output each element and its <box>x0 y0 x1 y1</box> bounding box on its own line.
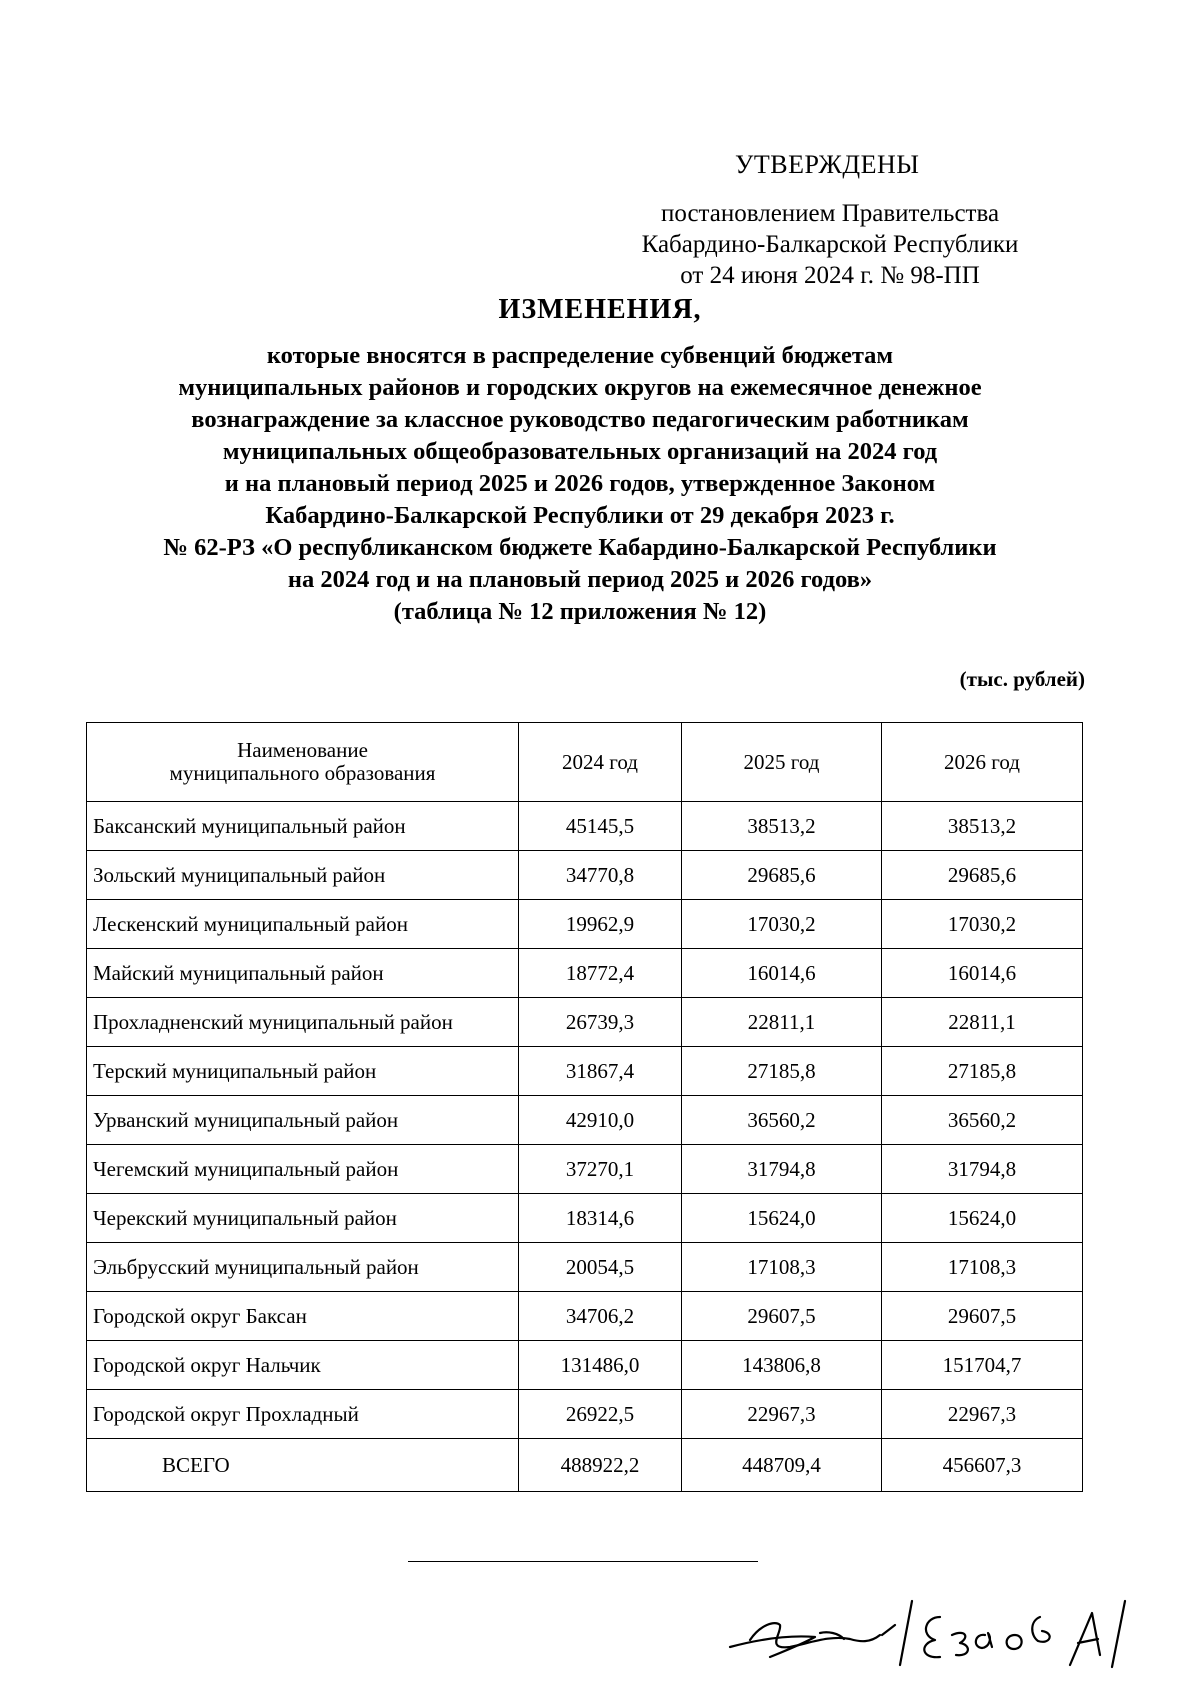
row-name: Чегемский муниципальный район <box>87 1145 519 1194</box>
row-2024: 18772,4 <box>519 949 682 998</box>
row-2026: 36560,2 <box>882 1096 1083 1145</box>
header-municipality: Наименование муниципального образования <box>87 723 519 802</box>
header-2025: 2025 год <box>682 723 882 802</box>
table-row <box>87 1096 1083 1145</box>
row-2024: 45145,5 <box>519 802 682 851</box>
row-2026: 38513,2 <box>882 802 1083 851</box>
row-2025: 27185,8 <box>682 1047 882 1096</box>
row-2024: 34770,8 <box>519 851 682 900</box>
table-row <box>87 949 1083 998</box>
row-2026: 22967,3 <box>882 1390 1083 1439</box>
row-2024: 18314,6 <box>519 1194 682 1243</box>
units-label: (тыс. рублей) <box>959 667 1085 691</box>
row-2025: 143806,8 <box>682 1341 882 1390</box>
row-2026: 27185,8 <box>882 1047 1083 1096</box>
row-2024: 42910,0 <box>519 1096 682 1145</box>
row-2024: 34706,2 <box>519 1292 682 1341</box>
row-2025: 15624,0 <box>682 1194 882 1243</box>
table-row <box>87 1194 1083 1243</box>
subtitle-line: № 62-РЗ «О республиканском бюджете Кабардино-Балкарской Республики <box>163 534 997 561</box>
subtitle-line: которые вносятся в распределение субвенций бюджетам <box>266 342 894 369</box>
row-2026: 31794,8 <box>882 1145 1083 1194</box>
table-row <box>87 1292 1083 1341</box>
approval-heading: УТВЕРЖДЕНЫ <box>735 150 920 179</box>
row-2025: 16014,6 <box>682 949 882 998</box>
header-2024: 2024 год <box>519 723 682 802</box>
approval-block <box>600 198 1060 291</box>
row-2024: 31867,4 <box>519 1047 682 1096</box>
table-row <box>87 900 1083 949</box>
approval-line-2: Кабардино-Балкарской Республики <box>641 231 1019 258</box>
row-2026: 16014,6 <box>882 949 1083 998</box>
total-label: ВСЕГО <box>87 1439 519 1492</box>
end-rule <box>408 1561 758 1562</box>
row-2026: 17030,2 <box>882 900 1083 949</box>
subtitle-line: (таблица № 12 приложения № 12) <box>393 598 767 625</box>
subtitle-line: Кабардино-Балкарской Республики от 29 декабря 2023 г. <box>265 502 895 529</box>
row-2025: 31794,8 <box>682 1145 882 1194</box>
row-name: Прохладненский муниципальный район <box>87 998 519 1047</box>
table-row <box>87 1047 1083 1096</box>
row-2025: 22811,1 <box>682 998 882 1047</box>
row-name: Зольский муниципальный район <box>87 851 519 900</box>
table-row <box>87 851 1083 900</box>
table-row <box>87 1243 1083 1292</box>
row-2025: 38513,2 <box>682 802 882 851</box>
row-name: Майский муниципальный район <box>87 949 519 998</box>
table-row <box>87 998 1083 1047</box>
approval-line-3: от 24 июня 2024 г. № 98-ПП <box>680 262 980 289</box>
approval-line-1: постановлением Правительства <box>660 200 1000 227</box>
total-2025: 448709,4 <box>682 1439 882 1492</box>
row-2025: 29607,5 <box>682 1292 882 1341</box>
row-name: Баксанский муниципальный район <box>87 802 519 851</box>
table-row <box>87 1145 1083 1194</box>
row-2024: 37270,1 <box>519 1145 682 1194</box>
row-2025: 29685,6 <box>682 851 882 900</box>
header-2026: 2026 год <box>882 723 1083 802</box>
row-name: Терский муниципальный район <box>87 1047 519 1096</box>
subvention-table <box>86 722 1083 1492</box>
row-2024: 26922,5 <box>519 1390 682 1439</box>
row-2025: 17030,2 <box>682 900 882 949</box>
row-2026: 151704,7 <box>882 1341 1083 1390</box>
row-2026: 17108,3 <box>882 1243 1083 1292</box>
row-2024: 20054,5 <box>519 1243 682 1292</box>
row-2024: 26739,3 <box>519 998 682 1047</box>
document-title: ИЗМЕНЕНИЯ, <box>498 294 702 325</box>
row-name: Городской округ Прохладный <box>87 1390 519 1439</box>
subtitle-line: вознаграждение за классное руководство педагогическим работникам <box>191 406 969 433</box>
subtitle-line: муниципальных районов и городских округов на ежемесячное денежное <box>178 374 982 401</box>
row-name: Черекский муниципальный район <box>87 1194 519 1243</box>
row-2024: 19962,9 <box>519 900 682 949</box>
row-name: Урванский муниципальный район <box>87 1096 519 1145</box>
total-2024: 488922,2 <box>519 1439 682 1492</box>
row-2025: 22967,3 <box>682 1390 882 1439</box>
table-total-row <box>87 1439 1083 1492</box>
subtitle-line: муниципальных общеобразовательных организаций на 2024 год <box>222 438 938 465</box>
table-row <box>87 802 1083 851</box>
row-2026: 29685,6 <box>882 851 1083 900</box>
table-row <box>87 1341 1083 1390</box>
subtitle-line: на 2024 год и на плановый период 2025 и 2026 годов» <box>287 566 873 593</box>
row-name: Городской округ Баксан <box>87 1292 519 1341</box>
row-2026: 15624,0 <box>882 1194 1083 1243</box>
row-2026: 22811,1 <box>882 998 1083 1047</box>
row-2026: 29607,5 <box>882 1292 1083 1341</box>
row-2024: 131486,0 <box>519 1341 682 1390</box>
table-row <box>87 1390 1083 1439</box>
table-header-row <box>87 723 1083 802</box>
row-2025: 17108,3 <box>682 1243 882 1292</box>
subtitle-line: и на плановый период 2025 и 2026 годов, утвержденное Законом <box>224 470 936 497</box>
row-2025: 36560,2 <box>682 1096 882 1145</box>
row-name: Эльбрусский муниципальный район <box>87 1243 519 1292</box>
row-name: Городской округ Нальчик <box>87 1341 519 1390</box>
document-subtitle <box>80 340 1080 628</box>
row-name: Лескенский муниципальный район <box>87 900 519 949</box>
total-2026: 456607,3 <box>882 1439 1083 1492</box>
handwritten-signature <box>720 1595 1180 1670</box>
